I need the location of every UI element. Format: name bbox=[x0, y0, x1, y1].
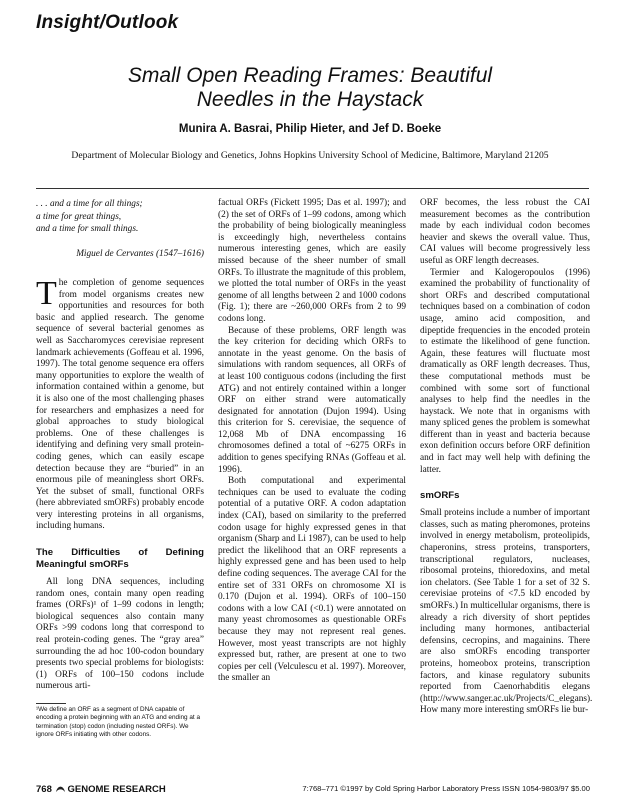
authors: Munira A. Basrai, Philip Hieter, and Jef D. Boeke bbox=[178, 123, 442, 135]
column-3 bbox=[420, 198, 593, 717]
body-paragraph: Both computational and experimental techniques can be used to evaluate the coding potential of a putative ORF. A codon adaptation index (CAI), based on similarity to the preferred codon usage for highly expressed genes in that organism (Sharp and Li 1987), can be used to help predict the likelihood that an ORF represents a highly expressed gene and has been used to help define coding sequences. The average CAI for the entire set of 331 ORFs on chromosome XI is 0.170 (Dujon et al. 1994). ORFs of 100–150 codons with a low CAI (<0.1) were annotated on many yeast chromosomes as questionable ORFs because they may not represent real genes. However, most yeast transcripts are not highly expressed but, rather, are present at one to two copies per cell (Velculescu et al. 1997). Moreover, the smaller an bbox=[218, 476, 406, 684]
drop-cap: T bbox=[36, 275, 57, 312]
body-paragraph: Small proteins include a number of important classes, such as mating pheromones, proteins involved in energy metabolism, proteolipids, chaperonins, stress proteins, transporters, transcriptional regulators, nucleases, ribosomal proteins, thioredoxins, and metal ion chelators. (See Table 1 for a set of 32 S. cerevisiae proteins of <7.5 kD encoded by smORFs.) In multicellular organisms, there is already a rich diversity of short peptides including many hormones, antibacterial defensins, cecropins, and magainins. There are also smORFs encoding transporter proteins, homeobox proteins, transcription factors, and kinase regulatory subunits reported from Caenorhabditis elegans (http://www.sanger.ac.uk/Projects/C_elegans). How many more interesting smORFs lie bur- bbox=[420, 508, 593, 716]
body-paragraph: ORF becomes, the less robust the CAI measurement becomes as the contribution made by each individual codon becomes heavier and skews the overall value. Thus, CAI values will become progressively less useful as ORF length decreases. bbox=[420, 198, 590, 266]
column-2 bbox=[218, 198, 406, 685]
epigraph-attribution: Miguel de Cervantes (1547–1616) bbox=[76, 248, 204, 259]
body-paragraph: All long DNA sequences, including random ones, contain many open reading frames (ORFs)¹ of 1–99 codons in length; biological sequences also contain many ORFs >99 codons long that correspond to real protein-coding genes. The “gray area” surrounding the ad hoc 100-codon boundary presents two special problems for biologists: (1) ORFs of 100–150 codons include numerous arti- bbox=[36, 577, 204, 692]
body-paragraph: Because of these problems, ORF length was the key criterion for deciding which ORFs to annotate in the yeast genome. On the basis of simulations with random sequences, all ORFs of at least 100 contiguous codons (including the first ATG) and not entirely contained within a longer ORF on either strand were automatically designated for annotation (Dujon 1994). Using this criterion for S. cerevisiae, the sequence of 12,068 Mb of DNA encompassing 16 chromosomes defined a total of ~6275 ORFs in addition to genes specifying RNAs (Goffeau et al. 1996). bbox=[218, 325, 406, 475]
section-heading-difficulties: The Difficulties of Defining Meaningful smORFs bbox=[36, 547, 204, 571]
footnote-divider bbox=[36, 703, 66, 704]
epigraph-line: a time for great things, bbox=[36, 211, 122, 222]
journal-logo-icon bbox=[55, 783, 66, 794]
title-line-1: Small Open Reading Frames: Beautiful bbox=[127, 64, 493, 87]
section-heading-smorfs: smORFs bbox=[420, 490, 460, 502]
journal-name: GENOME RESEARCH bbox=[67, 784, 166, 795]
intro-text: he completion of genome sequences from model organisms creates new opportunities and resources for both basic and applied research. The genome sequence of several bacterial genomes as well as Saccharomyces cerevisiae represent landmark achievements (Goffeau et al. 1996, 1997). The total genome sequence era offers many opportunities to explore the wealth of information contained within a genome, but it is also one of the most challenging phases for researchers and emphasizes a need for global approaches to study biological problems. One of these challenges is identifying and defining very small protein-coding genes, which can easily escape detection because they are “buried” in an enormous pile of meaningless short ORFs. Yet the subset of small, functional ORFs (here abbreviated smORFs) probably encode very interesting proteins in all organisms, including humans. bbox=[36, 278, 204, 532]
page-number: 768 bbox=[36, 784, 52, 795]
header-divider bbox=[36, 188, 589, 189]
affiliation: Department of Molecular Biology and Genetics, Johns Hopkins University School of Medicine, Baltimore, Maryland 21205 bbox=[71, 150, 549, 161]
body-paragraph: Termier and Kalogeropoulos (1996) examined the probability of functionality of short ORFs and described computational techniques based on a combination of codon usage, amino acid composition, and dipeptide frequencies in the encoded protein to estimate the likelihood of gene function. Again, these features will fluctuate most dramatically as ORF length decreases. Thus, these computational methods must be combined with some sort of functional analyses to help find the needles in the haystack. We note that in organisms with many spliced genes the problem is somewhat different than in yeast and bacteria because exon definition occurs before ORF definition and in fact may well help with defining the latter. bbox=[420, 267, 590, 475]
section-label: Insight/Outlook bbox=[36, 12, 179, 33]
epigraph-line: . . . and a time for all things; bbox=[36, 199, 143, 209]
footer-citation: 7:768–771 ©1997 by Cold Spring Harbor Laboratory Press ISSN 1054-9803/97 $5.00 bbox=[302, 784, 590, 793]
footer-journal bbox=[36, 783, 166, 795]
body-paragraph: factual ORFs (Fickett 1995; Das et al. 1997); and (2) the set of ORFs of 1–99 codons, among which the probability of being biologically meaningless is exceedingly high, nevertheless contains numerous interesting genes, which are easily missed because of the sheer number of small ORFs. To illustrate the magnitude of this problem, we plotted the total number of ORFs in the yeast genome of all lengths between 2 and 1000 codons (Fig. 1); there are ~260,000 ORFs from 2 to 99 codons long. bbox=[218, 198, 406, 324]
epigraph-line: and a time for small things. bbox=[36, 224, 139, 234]
column-1 bbox=[36, 198, 204, 693]
epigraph bbox=[36, 198, 204, 260]
intro-paragraph bbox=[36, 275, 204, 533]
footnote: ¹We define an ORF as a segment of DNA capable of encoding a protein beginning with an ATG and ending at a termination (stop) codon (including nested ORFs). We ignore ORFs initiating with other codons. bbox=[36, 706, 201, 738]
article-title bbox=[40, 64, 580, 112]
title-line-2: Needles in the Haystack bbox=[196, 88, 424, 111]
